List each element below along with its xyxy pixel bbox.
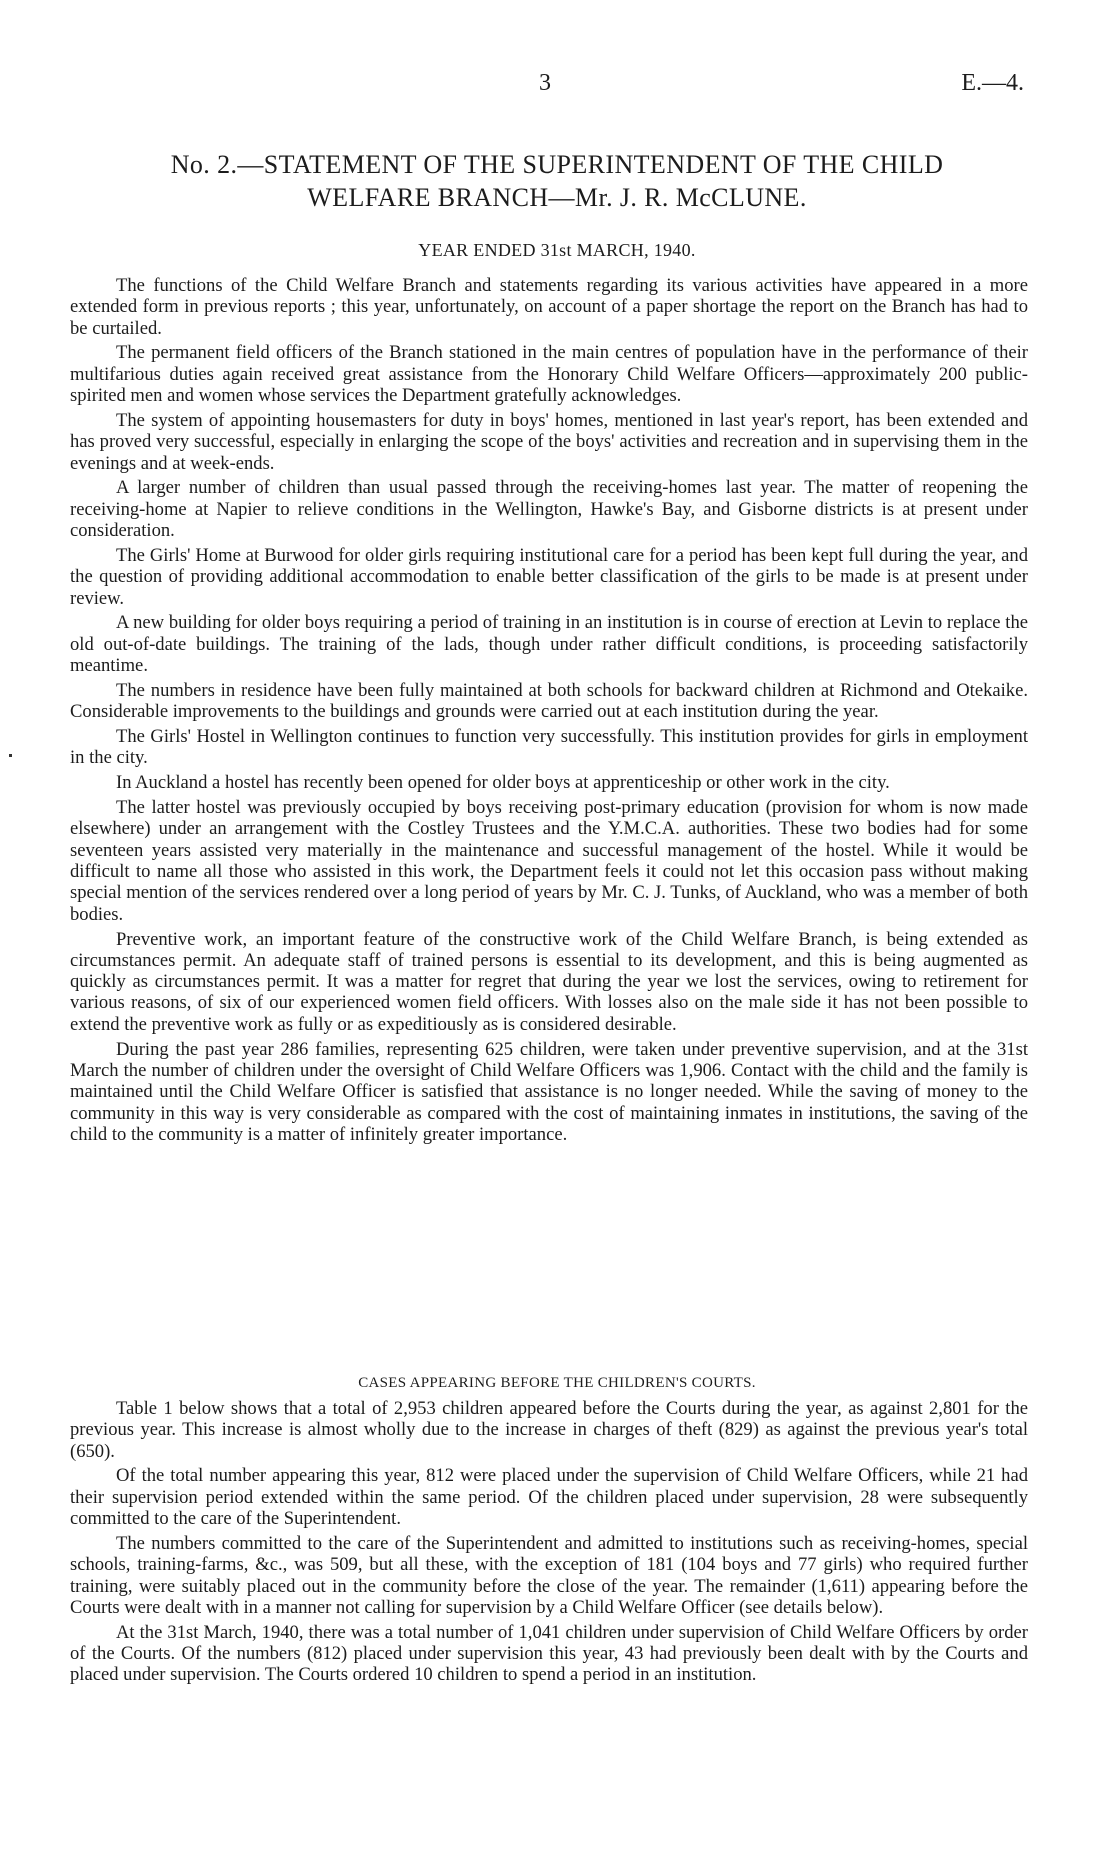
statement-title-line-2: WELFARE BRANCH—Mr. J. R. McCLUNE.: [307, 183, 807, 212]
page-reference: E.—4.: [961, 70, 1024, 96]
paragraph: The system of appointing housemasters for duty in boys' homes, mentioned in last year's report, has been extended and has proved very successful, especially in enlarging the scope of the boys' activities and recreation and in supervising them in the evenings and at week-ends.: [70, 409, 1028, 474]
paragraph: In Auckland a hostel has recently been opened for older boys at apprenticeship or other work in the city.: [116, 772, 890, 794]
paragraph: The functions of the Child Welfare Branch and statements regarding its various activities have appeared in a more extended form in previous reports ; this year, unfortunately, on account of a paper shortage the report on the Branch has had to be curtailed.: [70, 275, 1028, 339]
paragraph: At the 31st March, 1940, there was a total number of 1,041 children under supervision of Child Welfare Officers by order of the Courts. Of the numbers (812) placed under supervision this year, 43 had previously been dealt with by the Courts and placed under supervision. The Courts ordered 10 children to spend a period in an institution.: [70, 1621, 1028, 1686]
paragraph: Table 1 below shows that a total of 2,953 children appeared before the Courts during the year, as against 2,801 for the previous year. This increase is almost wholly due to the increase in charges of theft (829) as against the previous year's total (650).: [70, 1398, 1028, 1462]
paragraph: The latter hostel was previously occupied by boys receiving post-primary education (provision for whom is now made elsewhere) under an arrangement with the Costley Trustees and the Y.M.C.A. authorities. These two bodies had for some seventeen years assisted very materially in the maintenance and successful management of the hostel. While it would be difficult to name all those who assisted in this work, the Department feels it could not let this occasion pass without making special mention of the services rendered over a long period of years by Mr. C. J. Tunks, of Auckland, who was a member of both bodies.: [70, 797, 1028, 925]
paragraph: During the past year 286 families, representing 625 children, were taken under preventive supervision, and at the 31st March the number of children under the oversight of Child Welfare Officers was 1,906. Contact with the child and the family is maintained until the Child Welfare Officer is satisfied that assistance is no longer needed. While the saving of money to the community in this way is very considerable as compared with the cost of maintaining inmates in institutions, the saving of the child to the community is a matter of infinitely greater importance.: [70, 1038, 1028, 1145]
section-heading: CASES APPEARING BEFORE THE CHILDREN'S COURTS.: [358, 1375, 756, 1391]
statement-title: [100, 148, 1014, 214]
paragraph: The numbers committed to the care of the Superintendent and admitted to institutions such as receiving-homes, special schools, training-farms, &c., was 509, but all these, with the exception of 181 (104 boys and 77 girls) who required further training, were suitably placed out in the community before the close of the year. The remainder (1,611) appearing before the Courts were dealt with in a manner not calling for supervision by a Child Welfare Officer (see details below).: [70, 1532, 1028, 1618]
paragraph: A larger number of children than usual passed through the receiving-homes last year. The matter of reopening the receiving-home at Napier to relieve conditions in the Wellington, Hawke's Bay, and Gisborne districts is at present under consideration.: [70, 477, 1028, 542]
paragraph: Of the total number appearing this year, 812 were placed under the supervision of Child Welfare Officers, while 21 had their supervision period extended within the same period. Of the children placed under supervision, 28 were subsequently committed to the care of the Superintendent.: [70, 1465, 1028, 1530]
paragraph: The Girls' Hostel in Wellington continues to function very successfully. This institution provides for girls in employment in the city.: [70, 726, 1028, 769]
margin-mark: [9, 754, 12, 757]
year-subtitle: YEAR ENDED 31st MARCH, 1940.: [418, 240, 696, 260]
paragraph: A new building for older boys requiring a period of training in an institution is in course of erection at Levin to replace the old out-of-date buildings. The training of the lads, though under rather difficult conditions, is proceeding satisfactorily meantime.: [70, 612, 1028, 677]
courts-section-body: [70, 1398, 1028, 1689]
statement-title-line-1: No. 2.—STATEMENT OF THE SUPERINTENDENT OF THE CHILD: [170, 150, 944, 179]
paragraph: The numbers in residence have been fully maintained at both schools for backward children at Richmond and Otekaike. Considerable improvements to the buildings and grounds were carried out at each institution during the year.: [70, 679, 1028, 723]
page-number: 3: [539, 70, 551, 96]
paragraph: The permanent field officers of the Branch stationed in the main centres of population have in the performance of their multifarious duties again received great assistance from the Honorary Child Welfare Officers—approximately 200 public-spirited men and women whose services the Department gratefully acknowledges.: [70, 342, 1028, 407]
paragraph: Preventive work, an important feature of the constructive work of the Child Welfare Branch, is being extended as circumstances permit. An adequate staff of trained persons is essential to its development, and this is being augmented as quickly as circumstances permit. It was a matter for regret that during the year we lost the services, owing to retirement for various reasons, of six of our experienced women field officers. With losses also on the male side it has not been possible to extend the preventive work as fully or as expeditiously as is considered desirable.: [70, 928, 1028, 1035]
report-body: [70, 275, 1028, 1149]
paragraph: The Girls' Home at Burwood for older girls requiring institutional care for a period has been kept full during the year, and the question of providing additional accommodation to enable better classification of the girls to be made is at present under review.: [70, 544, 1028, 609]
